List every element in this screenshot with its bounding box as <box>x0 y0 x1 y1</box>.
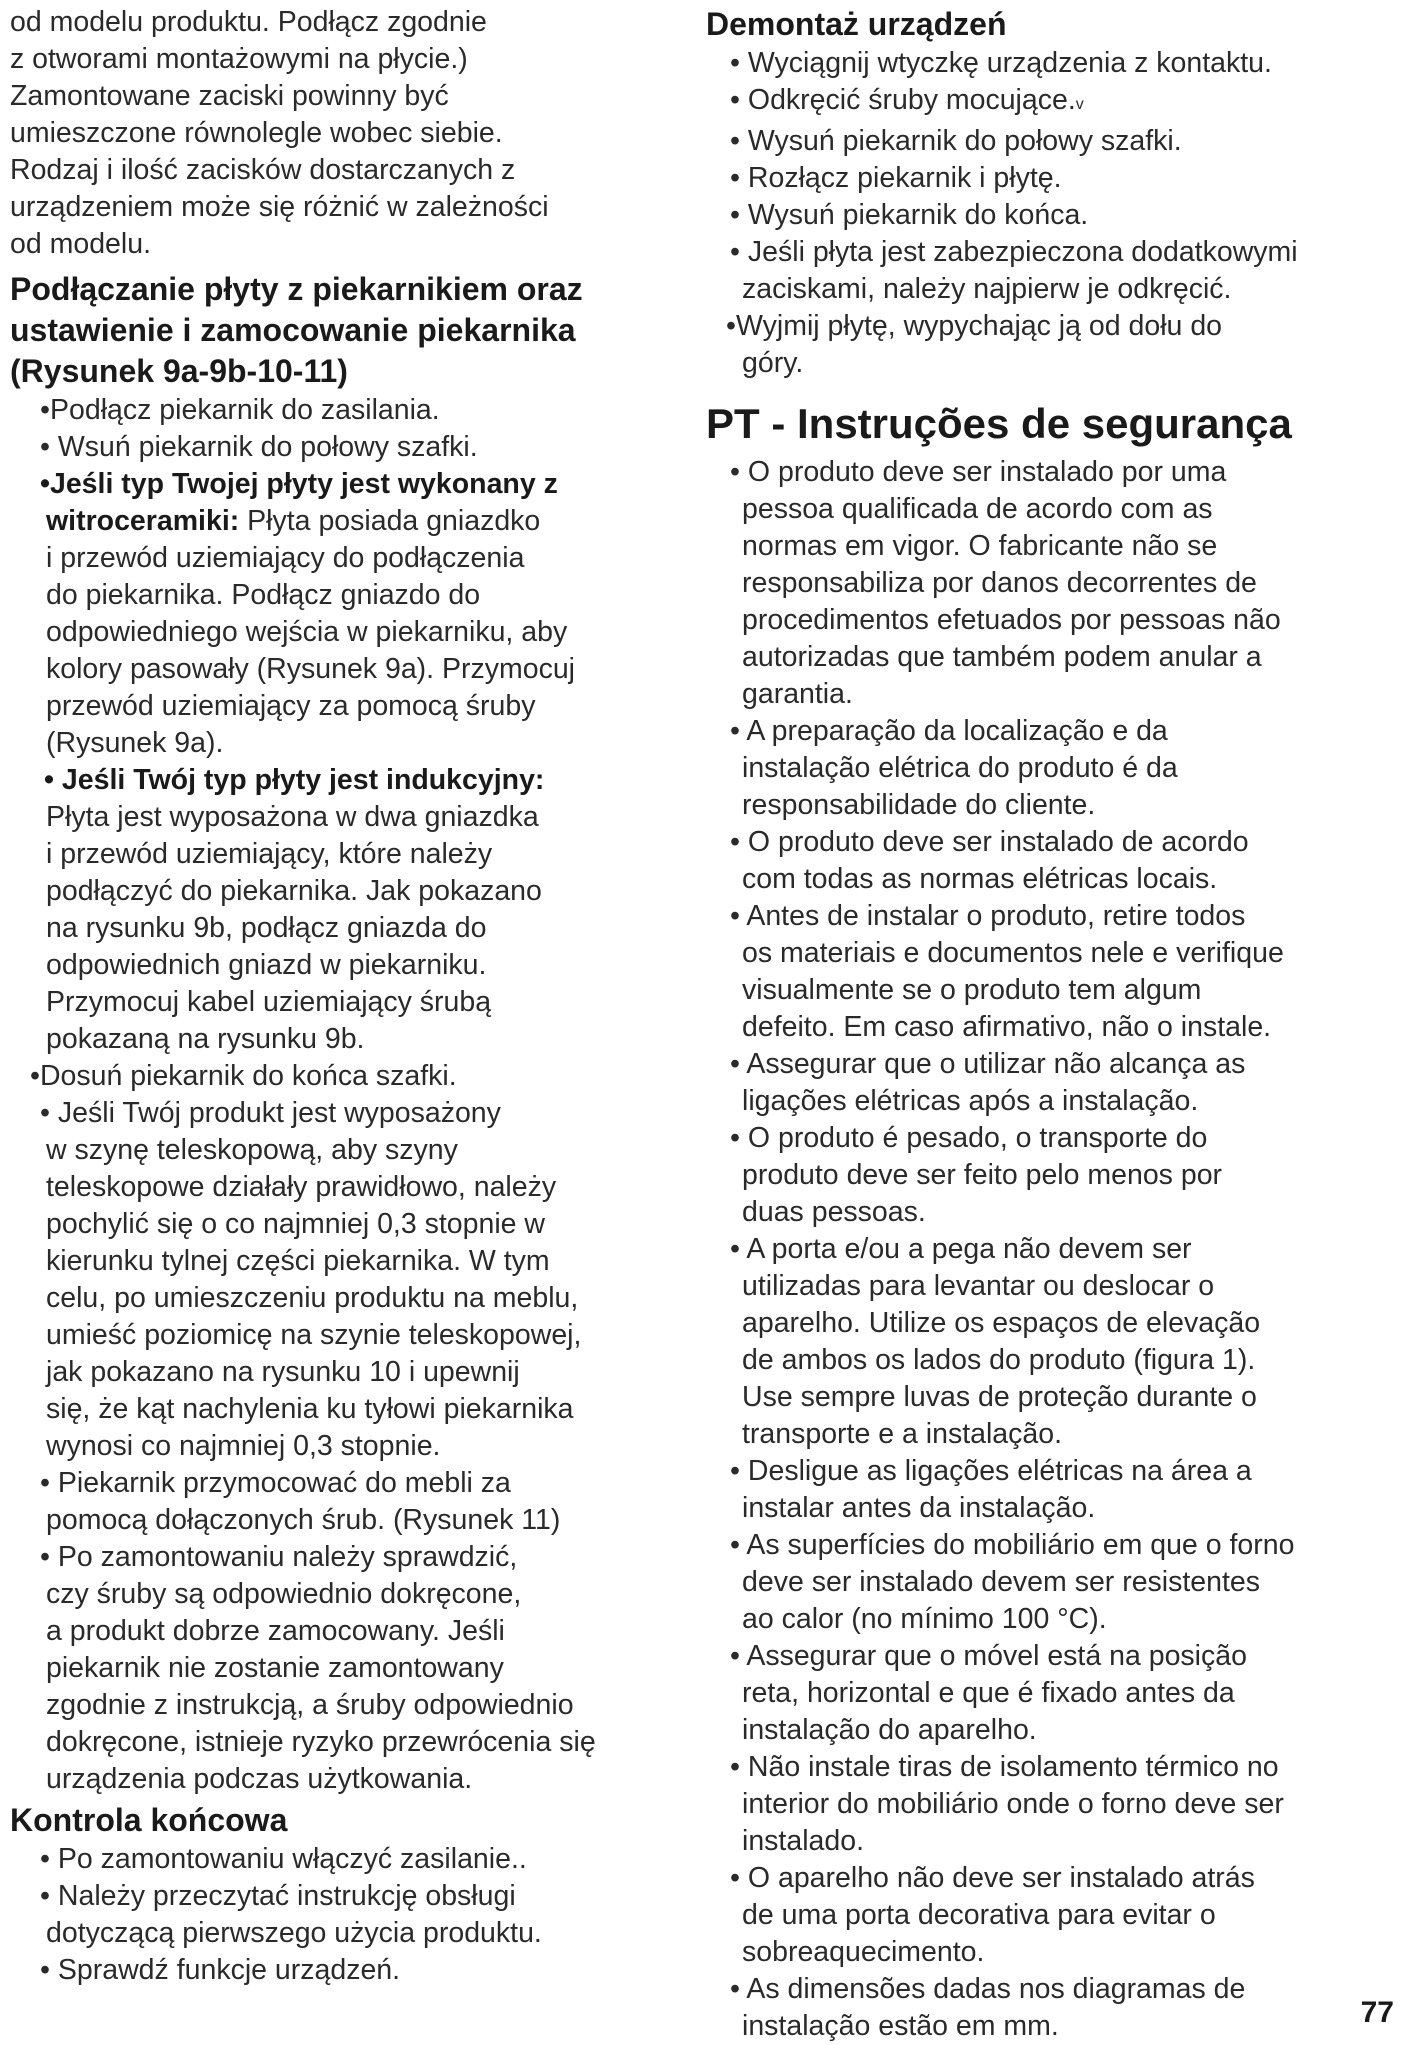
list-item-line: w szynę teleskopową, aby szyny <box>46 1134 458 1166</box>
intro-line: od modelu produktu. Podłącz zgodnie <box>10 6 487 38</box>
list-item-line: i przewód uziemiający, które należy <box>46 838 493 870</box>
list-item-line: i przewód uziemiający do podłączenia <box>46 542 525 574</box>
list-item-line: odpowiednich gniazd w piekarniku. <box>46 949 487 981</box>
list-item-continuation <box>10 503 670 540</box>
list-item: •Podłącz piekarnik do zasilania. <box>40 394 440 426</box>
pt-list-item-line: defeito. Em caso afirmativo, não o instale. <box>742 1011 1272 1043</box>
list-item: • Wysuń piekarnik do połowy szafki. <box>730 125 1182 157</box>
list-item-line: do piekarnika. Podłącz gniazdo do <box>46 579 481 611</box>
list-item-line: teleskopowe działały prawidłowo, należy <box>46 1171 557 1203</box>
list-item-line: pokazaną na rysunku 9b. <box>46 1023 365 1055</box>
pt-list-item-line: responsabiliza por danos decorrentes de <box>742 567 1257 599</box>
list-item-line: urządzenia podczas użytkowania. <box>46 1763 473 1795</box>
pt-list-item-line: de uma porta decorativa para evitar o <box>742 1899 1216 1931</box>
list-item-line: czy śruby są odpowiednio dokręcone, <box>46 1578 522 1610</box>
pt-list-item-line: aparelho. Utilize os espaços de elevação <box>742 1307 1261 1339</box>
pt-list-item-line: pessoa qualificada de acordo com as <box>742 493 1213 525</box>
pt-list-item-line: interior do mobiliário onde o forno deve ser <box>742 1788 1284 1820</box>
pt-list-item: • Não instale tiras de isolamento térmico no <box>730 1751 1279 1783</box>
list-item-line: na rysunku 9b, podłącz gniazda do <box>46 912 487 944</box>
intro-line: urządzeniem może się różnić w zależności <box>10 191 549 223</box>
list-item: • Wsuń piekarnik do połowy szafki. <box>40 431 478 463</box>
pt-list-item-line: instalar antes da instalação. <box>742 1492 1096 1524</box>
list-item <box>706 82 1396 123</box>
pt-list-item-line: ao calor (no mínimo 100 °C). <box>742 1603 1107 1635</box>
list-item-line: kierunku tylnej części piekarnika. W tym <box>46 1245 550 1277</box>
section-heading-line: ustawienie i zamocowanie piekarnika <box>10 312 576 348</box>
list-item-line: (Rysunek 9a). <box>46 727 224 759</box>
list-item-line: przewód uziemiający za pomocą śruby <box>46 690 536 722</box>
list-item-bold: witroceramiki: <box>46 505 240 537</box>
list-item-line: Płyta jest wyposażona w dwa gniazdka <box>46 801 539 833</box>
section-heading: Kontrola końcowa <box>10 1802 288 1838</box>
pt-list-item: • Desligue as ligações elétricas na área a <box>730 1455 1252 1487</box>
list-item-line: jak pokazano na rysunku 10 i upewnij <box>46 1356 520 1388</box>
section-heading: Demontaż urządzeń <box>706 6 1007 42</box>
section-heading-line: (Rysunek 9a-9b-10-11) <box>10 353 348 389</box>
list-item-line: zaciskami, należy najpierw je odkręcić. <box>742 273 1232 305</box>
pt-list-item-line: com todas as normas elétricas locais. <box>742 863 1218 895</box>
list-item-line: kolory pasowały (Rysunek 9a). Przymocuj <box>46 653 576 685</box>
list-item <box>10 466 670 503</box>
right-column <box>706 4 1396 2045</box>
pt-list-item: • As dimensões dadas nos diagramas de <box>730 1973 1246 2005</box>
pt-list-item: • A preparação da localização e da <box>730 715 1168 747</box>
pt-list-item: • As superfícies do mobiliário em que o forno <box>730 1529 1295 1561</box>
list-item-line: pochylić się o co najmniej 0,3 stopnie w <box>46 1208 546 1240</box>
list-item-bold: • Jeśli Twój typ płyty jest indukcyjny: <box>44 764 545 796</box>
list-item-bold: •Jeśli typ Twojej płyty jest wykonany z <box>40 468 558 500</box>
list-item-line: wynosi co najmniej 0,3 stopnie. <box>46 1430 441 1462</box>
list-item-line: dokręcone, istnieje ryzyko przewrócenia się <box>46 1726 596 1758</box>
list-item-line: a produkt dobrze zamocowany. Jeśli <box>46 1615 505 1647</box>
pt-section-heading: PT - Instruções de segurança <box>706 400 1292 447</box>
list-item: • Piekarnik przymocować do mebli za <box>40 1467 511 1499</box>
pt-list-item: • O aparelho não deve ser instalado atrás <box>730 1862 1255 1894</box>
pt-list-item-line: garantia. <box>742 678 853 710</box>
pt-list-item-line: os materiais e documentos nele e verifique <box>742 937 1284 969</box>
list-item-line: się, że kąt nachylenia ku tyłowi piekarnika <box>46 1393 574 1425</box>
list-item-line: zgodnie z instrukcją, a śruby odpowiednio <box>46 1689 574 1721</box>
list-item-line: pomocą dołączonych śrub. (Rysunek 11) <box>46 1504 561 1536</box>
page-number: 77 <box>1360 1996 1394 2029</box>
pt-list-item-line: procedimentos efetuados por pessoas não <box>742 604 1281 636</box>
pt-list-item: • O produto é pesado, o transporte do <box>730 1122 1208 1154</box>
pt-list-item-line: instalado. <box>742 1825 865 1857</box>
pt-list-item-line: instalação do aparelho. <box>742 1714 1037 1746</box>
list-item: • Wysuń piekarnik do końca. <box>730 199 1089 231</box>
list-item-line: podłączyć do piekarnika. Jak pokazano <box>46 875 542 907</box>
pt-list-item-line: normas em vigor. O fabricante não se <box>742 530 1218 562</box>
pt-list-item: • Antes de instalar o produto, retire todos <box>730 900 1246 932</box>
pt-list-item-line: deve ser instalado devem ser resistentes <box>742 1566 1261 1598</box>
pt-list-item-line: transporte e a instalação. <box>742 1418 1063 1450</box>
list-item: • Po zamontowaniu włączyć zasilanie.. <box>40 1843 527 1875</box>
pt-list-item-line: Use sempre luvas de proteção durante o <box>742 1381 1257 1413</box>
list-item: • Sprawdź funkcje urządzeń. <box>40 1954 401 1986</box>
pt-list-item-line: duas pessoas. <box>742 1196 926 1228</box>
list-item-line: umieść poziomicę na szynie teleskopowej, <box>46 1319 582 1351</box>
intro-line: z otworami montażowymi na płycie.) <box>10 43 468 75</box>
list-item-line: celu, po umieszczeniu produktu na meblu, <box>46 1282 579 1314</box>
list-item: • Jeśli Twój produkt jest wyposażony <box>40 1097 501 1129</box>
pt-list-item-line: instalação estão em mm. <box>742 2010 1059 2042</box>
list-item: • Wyciągnij wtyczkę urządzenia z kontaktu. <box>730 47 1272 79</box>
list-item-line: dotyczącą pierwszego użycia produktu. <box>46 1917 542 1949</box>
pt-list-item-line: produto deve ser feito pelo menos por <box>742 1159 1223 1191</box>
list-item: • Rozłącz piekarnik i płytę. <box>730 162 1062 194</box>
list-item-line: góry. <box>742 347 804 379</box>
pt-list-item-line: reta, horizontal e que é fixado antes da <box>742 1677 1235 1709</box>
list-item: •Dosuń piekarnik do końca szafki. <box>30 1060 457 1092</box>
pt-list-item-line: responsabilidade do cliente. <box>742 789 1096 821</box>
pt-list-item-line: autorizadas que também podem anular a <box>742 641 1262 673</box>
list-item: • Po zamontowaniu należy sprawdzić, <box>40 1541 518 1573</box>
list-item-text: Płyta posiada gniazdko <box>239 505 541 537</box>
pt-list-item-line: utilizadas para levantar ou deslocar o <box>742 1270 1215 1302</box>
list-item-line: piekarnik nie zostanie zamontowany <box>46 1652 504 1684</box>
pt-list-item-line: visualmente se o produto tem algum <box>742 974 1202 1006</box>
list-item-line: odpowiedniego wejścia w piekarniku, aby <box>46 616 568 648</box>
intro-line: umieszczone równolegle wobec siebie. <box>10 117 503 149</box>
pt-list-item-line: de ambos os lados do produto (figura 1). <box>742 1344 1256 1376</box>
pt-list-item: • O produto deve ser instalado de acordo <box>730 826 1249 858</box>
pt-list-item: • A porta e/ou a pega não devem ser <box>730 1233 1192 1265</box>
section-heading-line: Podłączanie płyty z piekarnikiem oraz <box>10 271 583 307</box>
list-item-line: Przymocuj kabel uziemiający śrubą <box>46 986 492 1018</box>
pt-list-item-line: ligações elétricas após a instalação. <box>742 1085 1199 1117</box>
intro-line: Rodzaj i ilość zacisków dostarczanych z <box>10 154 516 186</box>
pt-list-item: • Assegurar que o utilizar não alcança as <box>730 1048 1246 1080</box>
left-column <box>10 4 670 1989</box>
intro-line: Zamontowane zaciski powinny być <box>10 80 449 112</box>
pt-safety-list <box>706 454 1396 2045</box>
list-item: •Wyjmij płytę, wypychając ją od dołu do <box>726 310 1223 342</box>
intro-line: od modelu. <box>10 228 152 260</box>
pt-list-item: • O produto deve ser instalado por uma <box>730 456 1227 488</box>
list-item: • Jeśli płyta jest zabezpieczona dodatkowymi <box>730 236 1298 268</box>
list-item <box>10 762 670 799</box>
pt-list-item-line: instalação elétrica do produto é da <box>742 752 1178 784</box>
stray-mark: v <box>1075 96 1084 113</box>
list-item: • Należy przeczytać instrukcję obsługi <box>40 1880 516 1912</box>
pt-list-item: • Assegurar que o móvel está na posição <box>730 1640 1247 1672</box>
list-item-text: • Odkręcić śruby mocujące. <box>730 84 1076 116</box>
pt-list-item-line: sobreaquecimento. <box>742 1936 985 1968</box>
